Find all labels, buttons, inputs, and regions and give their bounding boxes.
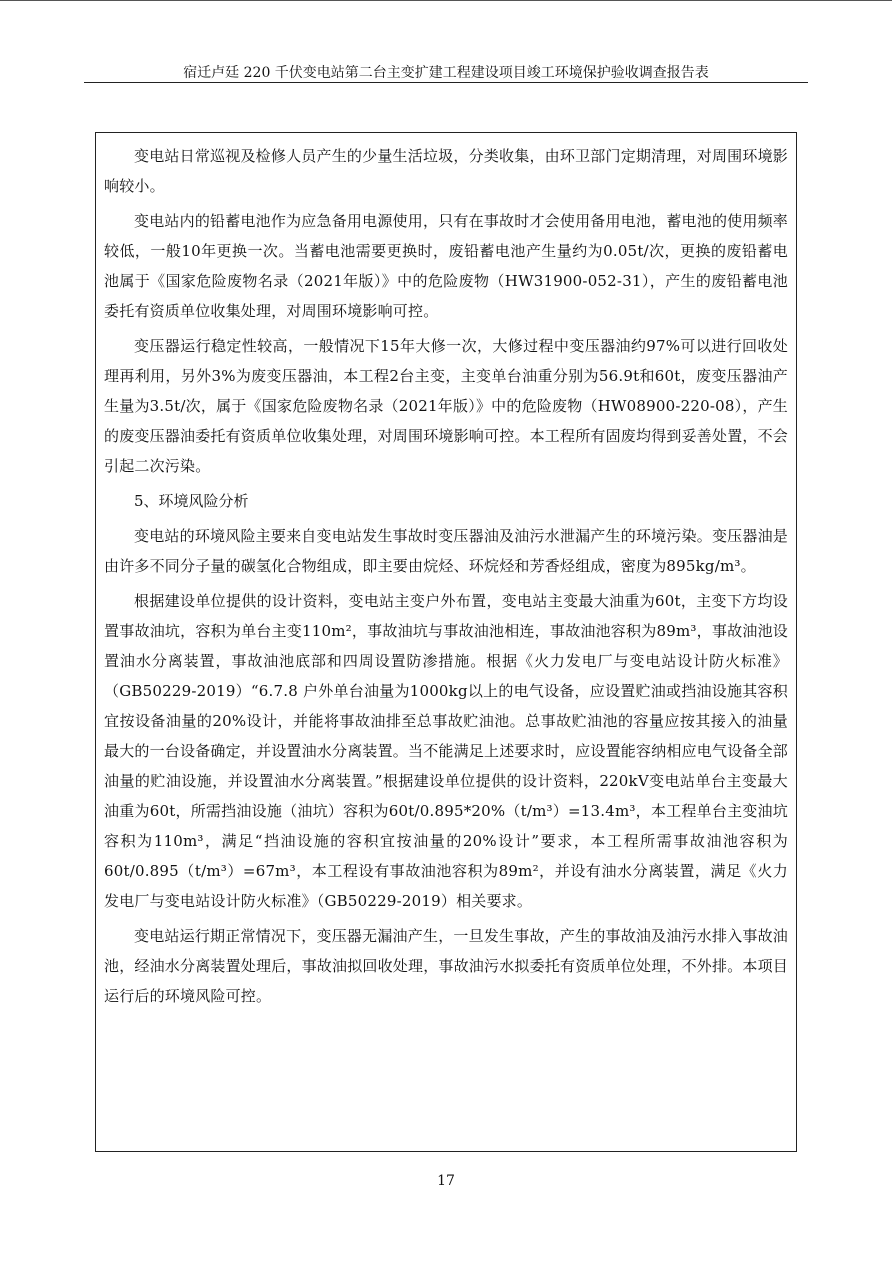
- top-edge-rule: [0, 0, 892, 1]
- header-divider: [84, 82, 808, 83]
- page-number: 17: [437, 1173, 455, 1189]
- paragraph-transformer-oil: 变压器运行稳定性较高，一般情况下15年大修一次，大修过程中变压器油约97%可以进行回收处理再利用，另外3%为废变压器油，本工程2台主变，主变单台油重分别为56.9t和60t，废变压器油产生量为3.5t/次，属于《国家危险废物名录（2021年版）》中的危险废物（HW08900-220-08），产生的废变压器油委托有资质单位收集处理，对周围环境影响可控。本工程所有固废均得到妥善处置，不会引起二次污染。: [104, 337, 789, 475]
- section-heading-risk-analysis: 5、环境风险分析: [134, 492, 249, 510]
- paragraph-risk-source: 变电站的环境风险主要来自变电站发生事故时变压器油及油污水泄漏产生的环境污染。变压器油是由许多不同分子量的碳氢化合物组成，即主要由烷烃、环烷烃和芳香烃组成，密度为895kg/m³。: [104, 527, 788, 575]
- content-table-cell: [95, 132, 797, 1152]
- paragraph-oil-pit-design: 根据建设单位提供的设计资料，变电站主变户外布置，变电站主变最大油重为60t，主变下方均设置事故油坑，容积为单台主变110m²，事故油坑与事故油池相连，事故油池容积为89m³，事故油池设置油水分离装置，事故油池底部和四周设置防渗措施。根据《火力发电厂与变电站设计防火标准》（GB50229-2019）“6.7.8 户外单台油量为1000kg以上的电气设备，应设置贮油或挡油设施其容积宜按设备油量的20%设计，并能将事故油排至总事故贮油池。总事故贮油池的容量应按其接入的油量最大的一台设备确定，并设置油水分离装置。当不能满足上述要求时，应设置能容纳相应电气设备全部油量的贮油设施，并设置油水分离装置。”根据建设单位提供的设计资料，220kV变电站单台主变最大油重为60t，所需挡油设施（油坑）容积为60t/0.895*20%（t/m³）=13.4m³，本工程单台主变油坑容积为110m³，满足“挡油设施的容积宜按油量的20%设计”要求，本工程所需事故油池容积为60t/0.895（t/m³）=67m³，本工程设有事故油池容积为89m²，并设有油水分离装置，满足《火力发电厂与变电站设计防火标准》（GB50229-2019）相关要求。: [104, 592, 789, 910]
- paragraph-domestic-waste: 变电站日常巡视及检修人员产生的少量生活垃圾，分类收集，由环卫部门定期清理，对周围环境影响较小。: [104, 147, 788, 195]
- paragraph-lead-acid-battery: 变电站内的铅蓄电池作为应急备用电源使用，只有在事故时才会使用备用电池，蓄电池的使用频率较低，一般10年更换一次。当蓄电池需要更换时，废铅蓄电池产生量约为0.05t/次，更换的废铅蓄电池属于《国家危险废物名录（2021年版）》中的危险废物（HW31900-052-31），产生的废铅蓄电池委托有资质单位收集处理，对周围环境影响可控。: [104, 212, 788, 320]
- paragraph-risk-conclusion: 变电站运行期正常情况下，变压器无漏油产生，一旦发生事故，产生的事故油及油污水排入事故油池，经油水分离装置处理后，事故油拟回收处理，事故油污水拟委托有资质单位处理，不外排。本项目运行后的环境风险可控。: [104, 927, 789, 1005]
- report-header-title: 宿迁卢廷 220 千伏变电站第二台主变扩建工程建设项目竣工环境保护验收调查报告表: [183, 65, 709, 81]
